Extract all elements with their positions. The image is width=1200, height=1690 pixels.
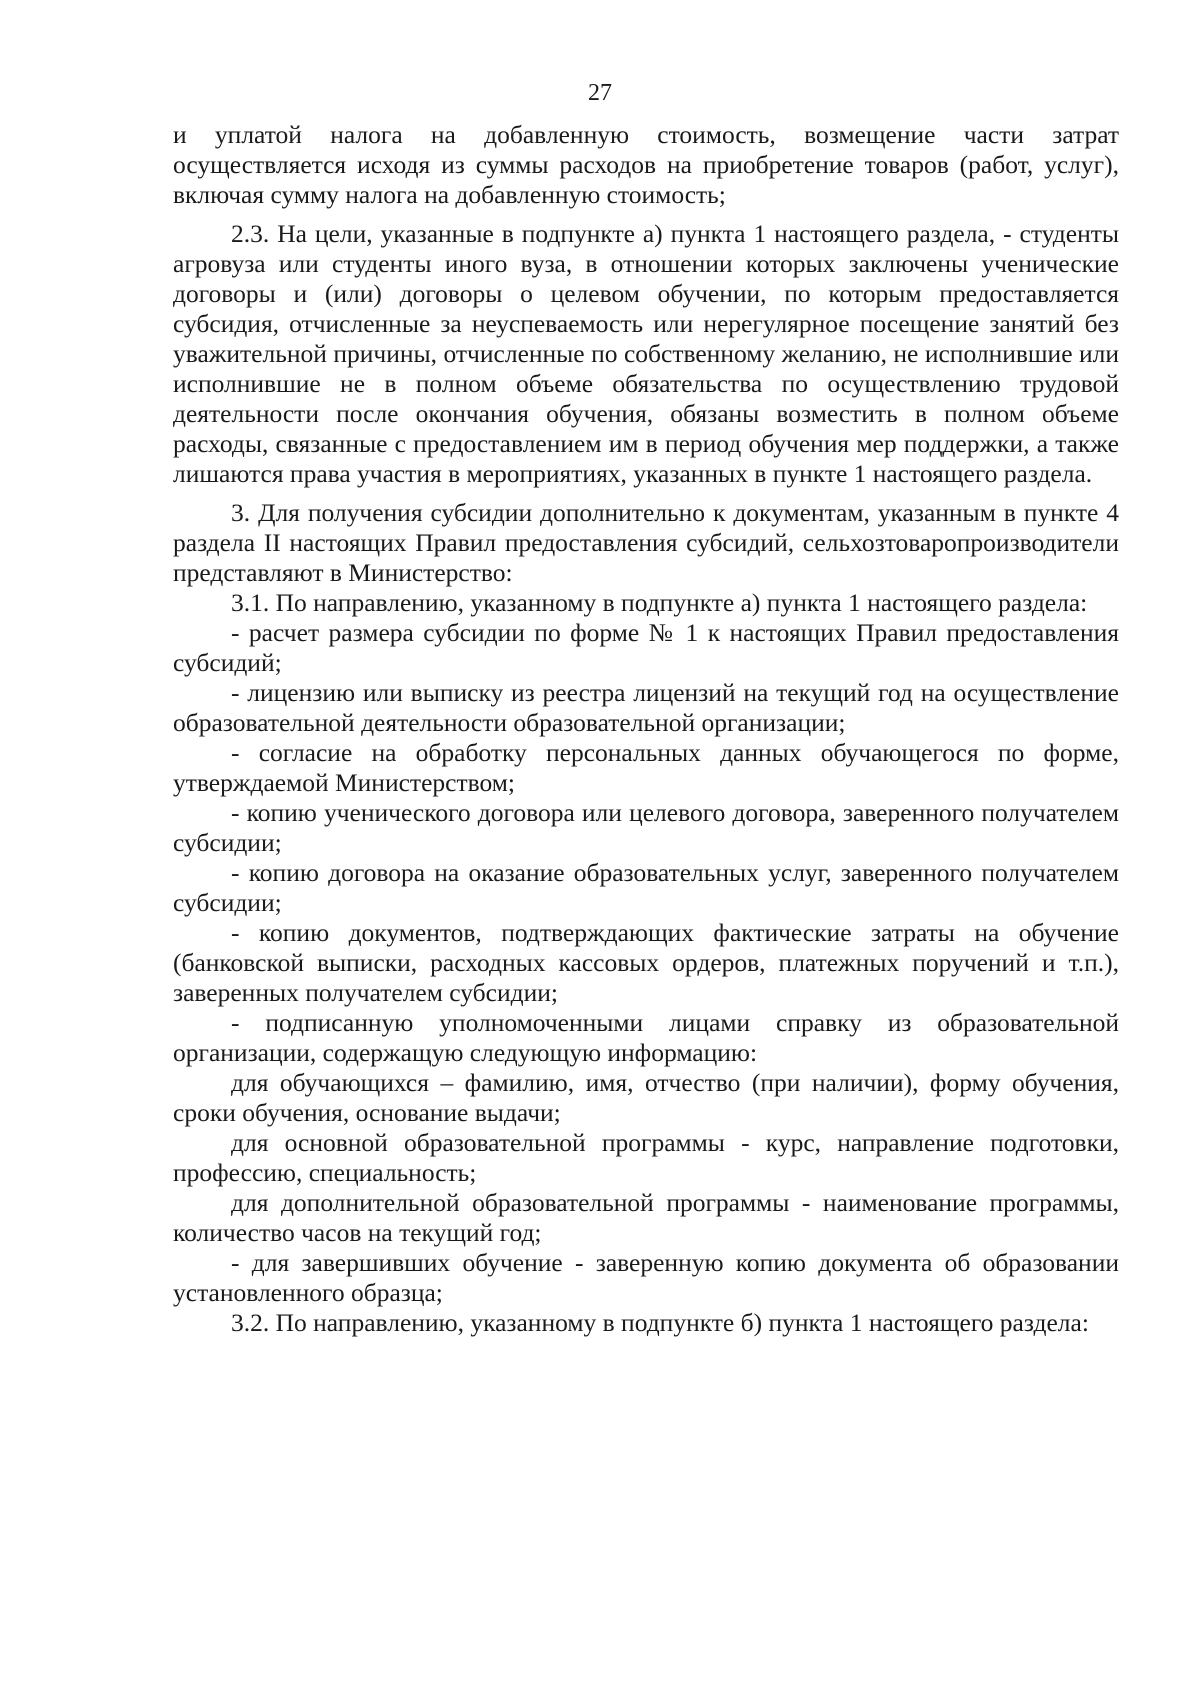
certificate-detail-main-program: для основной образовательной программы - курс, направление подготовки, профессию, специальность; [173, 1128, 1119, 1187]
list-item-expense-documents: - копию документов, подтверждающих фактические затраты на обучение (банковской выписки, расходных кассовых ордеров, платежных поручений и т.п.), заверенных получателем субсидии; [173, 918, 1119, 1007]
list-item-consent: - согласие на обработку персональных данных обучающегося по форме, утверждаемой Министерством; [173, 738, 1119, 797]
paragraph-3-1: 3.1. По направлению, указанному в подпункте а) пункта 1 настоящего раздела: [231, 588, 1088, 617]
paragraph-3-2: 3.2. По направлению, указанному в подпункте б) пункта 1 настоящего раздела: [231, 1308, 1089, 1337]
page-number: 27 [588, 80, 612, 106]
list-item-license: - лицензию или выписку из реестра лицензий на текущий год на осуществление образовательной деятельности образовательной организации; [173, 678, 1119, 737]
paragraph-2-3: 2.3. На цели, указанные в подпункте а) пункта 1 настоящего раздела, - студенты агровуза или студенты иного вуза, в отношении которых заключены ученические договоры и (или) договоры о целевом обучении, по которым предоставляется субсидия, отчисленные за неуспеваемость или нерегулярное посещение занятий без уважительной причины, отчисленные по собственному желанию, не исполнившие или исполнившие не в полном объеме обязательства по осуществлению трудовой деятельности после окончания обучения, обязаны возместить в полном объеме расходы, связанные с предоставлением им в период обучения мер поддержки, а также лишаются права участия в мероприятиях, указанных в пункте 1 настоящего раздела. [173, 219, 1119, 488]
document-body [173, 120, 1119, 1338]
list-item-student-contract: - копию ученического договора или целевого договора, заверенного получателем субсидии; [173, 798, 1119, 857]
certificate-detail-additional-program: для дополнительной образовательной программы - наименование программы, количество часов на текущий год; [173, 1188, 1119, 1247]
list-item-graduates: - для завершивших обучение - заверенную копию документа об образовании установленного образца; [173, 1248, 1119, 1307]
certificate-detail-students: для обучающихся – фамилию, имя, отчество (при наличии), форму обучения, сроки обучения, основание выдачи; [173, 1068, 1119, 1127]
list-item-education-contract: - копию договора на оказание образовательных услуг, заверенного получателем субсидии; [173, 858, 1119, 917]
paragraph-3: 3. Для получения субсидии дополнительно к документам, указанным в пункте 4 раздела II настоящих Правил предоставления субсидий, сельхозтоваропроизводители представляют в Министерство: [173, 498, 1119, 587]
list-item-calculation: - расчет размера субсидии по форме № 1 к настоящих Правил предоставления субсидий; [173, 618, 1119, 677]
paragraph-continuation: и уплатой налога на добавленную стоимость, возмещение части затрат осуществляется исходя из суммы расходов на приобретение товаров (работ, услуг), включая сумму налога на добавленную стоимость; [173, 120, 1119, 209]
list-item-certificate: - подписанную уполномоченными лицами справку из образовательной организации, содержащую следующую информацию: [173, 1008, 1119, 1067]
